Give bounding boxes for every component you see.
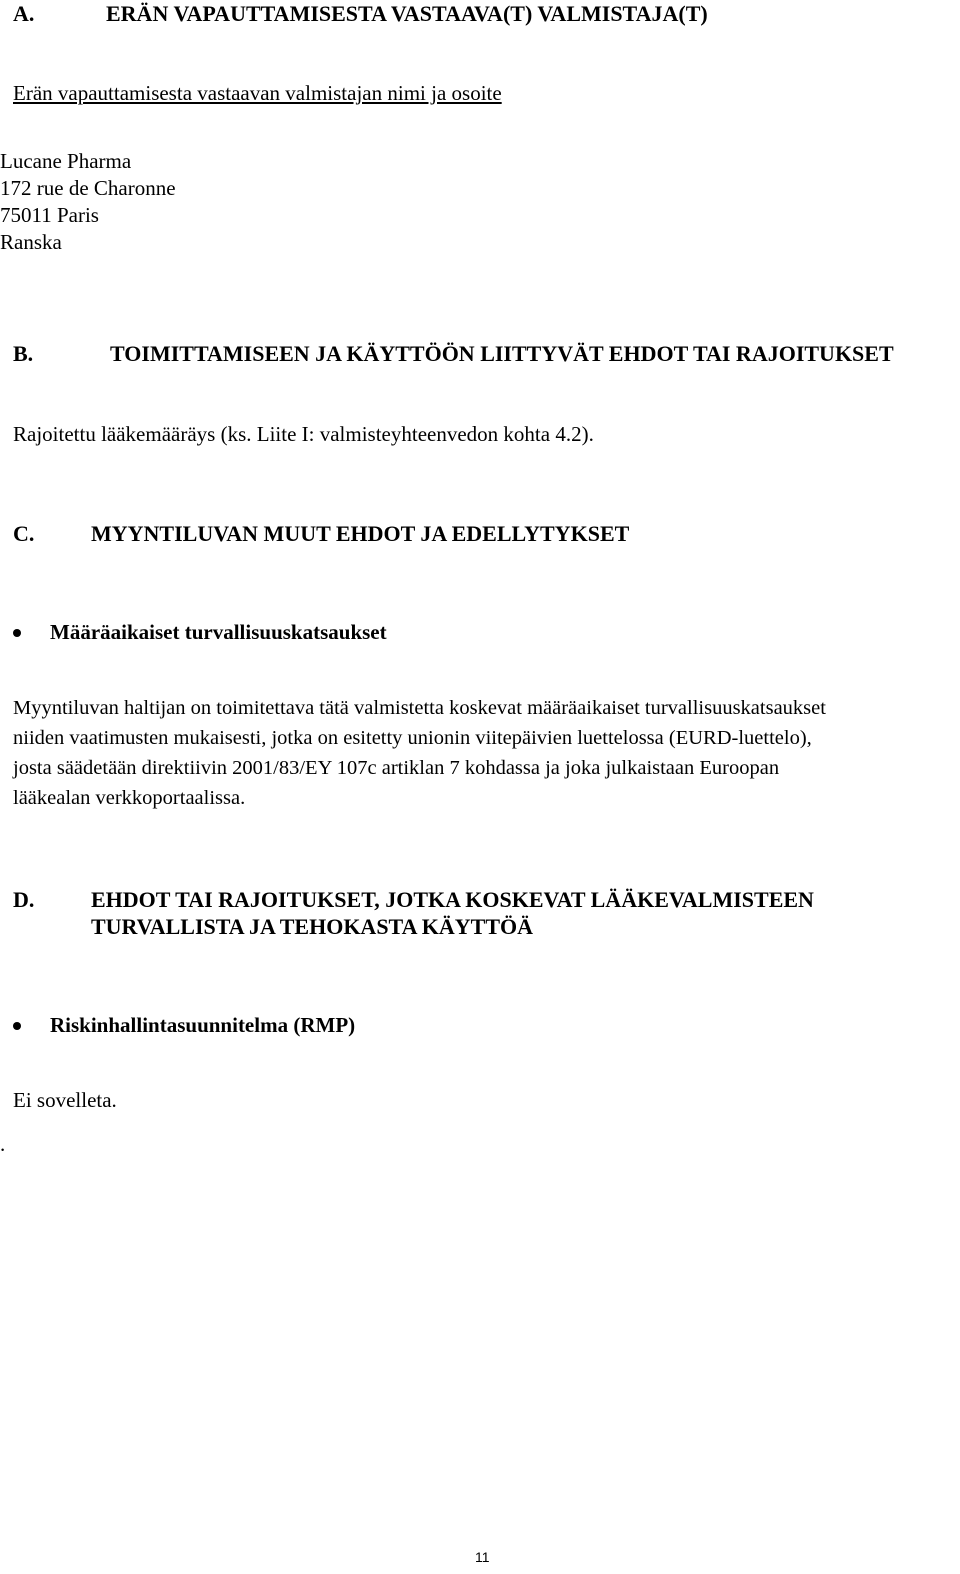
bullet-icon xyxy=(13,629,21,637)
manufacturer-subheading: Erän vapauttamisesta vastaavan valmistajan nimi ja osoite xyxy=(13,81,502,105)
psur-bullet-title: Määräaikaiset turvallisuuskatsaukset xyxy=(50,620,387,644)
section-d-title-line2: TURVALLISTA JA TEHOKASTA KÄYTTÖÄ xyxy=(91,914,534,939)
section-b-title: TOIMITTAMISEEN JA KÄYTTÖÖN LIITTYVÄT EHDOT TAI RAJOITUKSET xyxy=(110,341,894,366)
section-d-title-line1: EHDOT TAI RAJOITUKSET, JOTKA KOSKEVAT LÄÄKEVALMISTEEN xyxy=(91,887,814,912)
address-line: 75011 Paris xyxy=(0,203,99,227)
section-c-title: MYYNTILUVAN MUUT EHDOT JA EDELLYTYKSET xyxy=(91,521,630,546)
paragraph-line: niiden vaatimusten mukaisesti, jotka on esitetty unionin viitepäivien luettelossa (EURD-luettelo), xyxy=(13,727,812,749)
page-number: 11 xyxy=(475,1549,490,1565)
not-applicable-text: Ei sovelleta. xyxy=(13,1088,117,1112)
section-a-title: ERÄN VAPAUTTAMISESTA VASTAAVA(T) VALMISTAJA(T) xyxy=(106,1,708,26)
address-line: Lucane Pharma xyxy=(0,149,132,173)
section-a-letter: A. xyxy=(13,1,35,26)
prescription-restriction-text: Rajoitettu lääkemääräys (ks. Liite I: valmisteyhteenvedon kohta 4.2). xyxy=(13,422,594,446)
section-c-letter: C. xyxy=(13,521,35,546)
paragraph-line: lääkealan verkkoportaalissa. xyxy=(13,787,246,809)
section-d-letter: D. xyxy=(13,887,35,912)
paragraph-line: josta säädetään direktiivin 2001/83/EY 107c artiklan 7 kohdassa ja joka julkaistaan Euroopan xyxy=(13,757,780,779)
rmp-bullet-title: Riskinhallintasuunnitelma (RMP) xyxy=(50,1013,356,1037)
stray-period: . xyxy=(0,1132,6,1156)
section-b-letter: B. xyxy=(13,341,34,366)
paragraph-line: Myyntiluvan haltijan on toimitettava tätä valmistetta koskevat määräaikaiset turvallisuuskatsaukset xyxy=(13,697,826,719)
address-line: Ranska xyxy=(0,230,62,254)
address-line: 172 rue de Charonne xyxy=(0,176,176,200)
bullet-icon xyxy=(13,1022,21,1030)
